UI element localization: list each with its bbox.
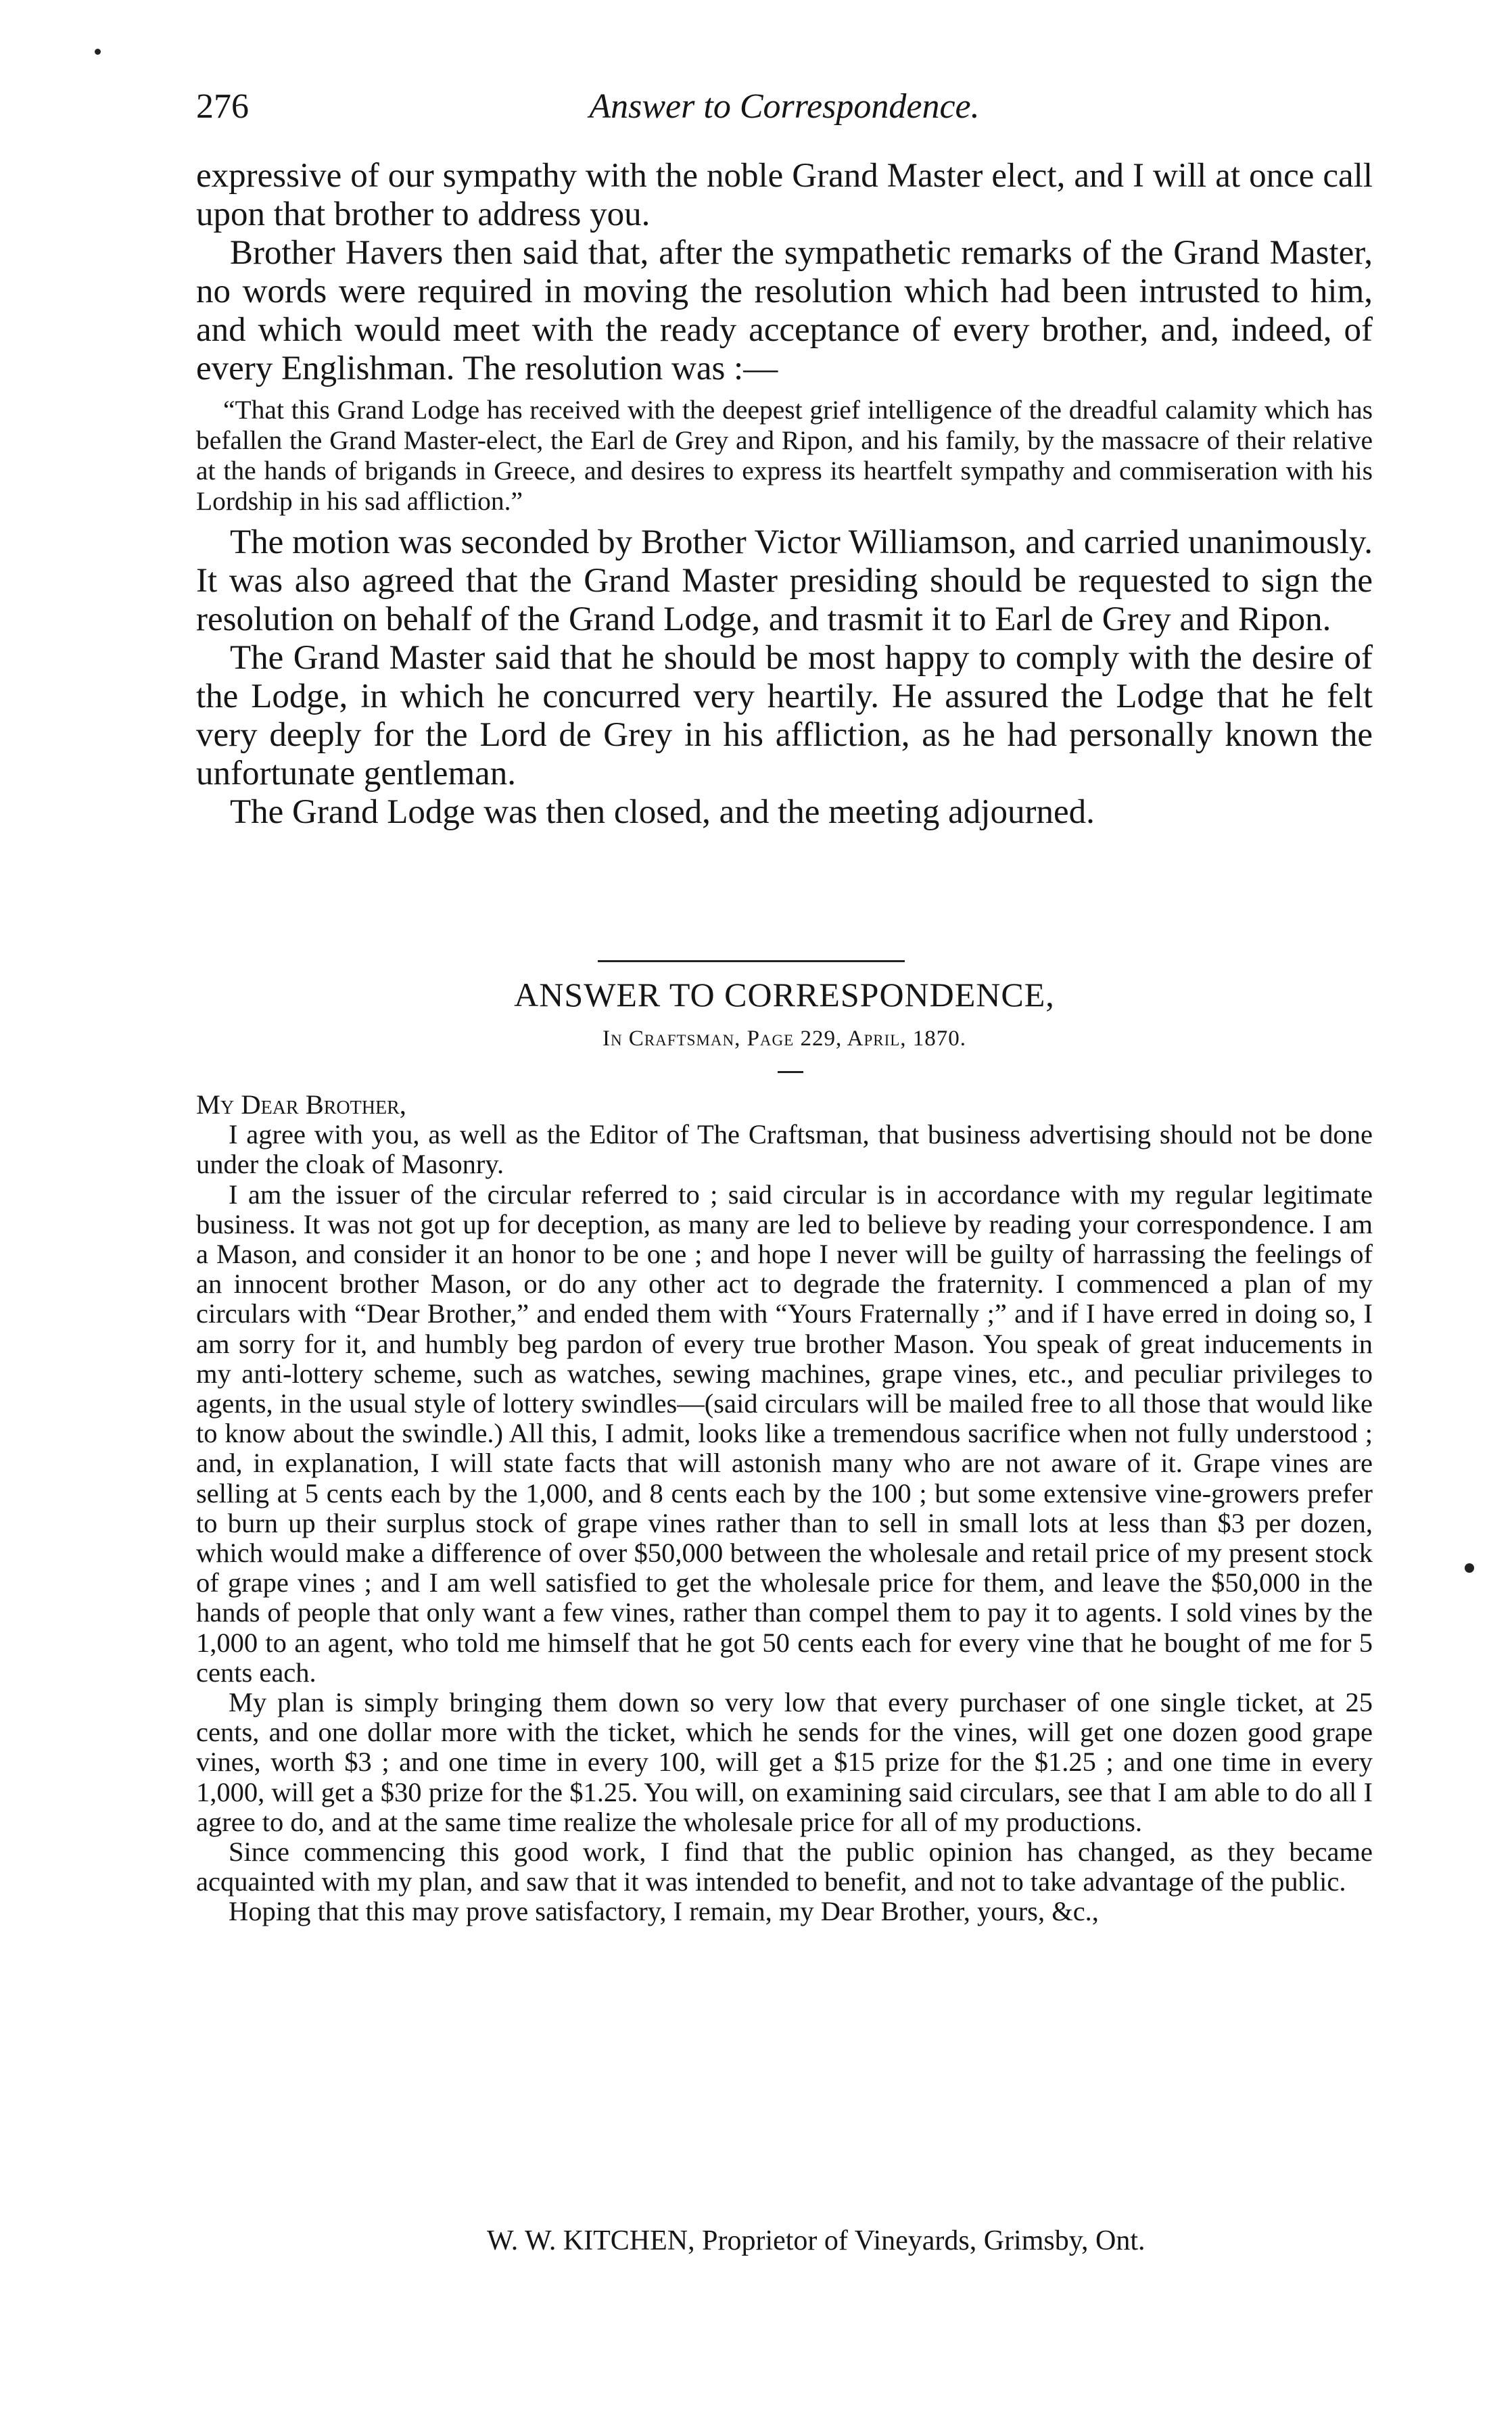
letter-paragraph: My plan is simply bringing them down so very low that every purchaser of one single ticket, at 25 cents, and one dollar more with the ticket, which he sends for the vines, will get one dozen good grape vines, worth $3 ; and one time in every 100, will get a $15 prize for the $1.25 ; and one time in every 1,000, will get a $30 prize for the $1.25. You will, on examining said circulars, see that I am able to do all I agree to do, and at the same time realize the wholesale price for all of my productions. bbox=[196, 1687, 1373, 1837]
letter-paragraph: Since commencing this good work, I find that the public opinion has changed, as they became acquainted with my plan, and saw that it was intended to benefit, and not to take advantage of the public. bbox=[196, 1836, 1373, 1897]
page-header bbox=[196, 87, 1373, 134]
subtitle-dash bbox=[778, 1071, 803, 1073]
section-title: ANSWER TO CORRESPONDENCE, bbox=[514, 976, 1055, 1014]
section-divider bbox=[598, 960, 905, 962]
body-paragraph: The motion was seconded by Brother Victor Williamson, and carried unanimously. It was also agreed that the Grand Master presiding should be requested to sign the resolution on behalf of the Grand Lodge, and trasmit it to Earl de Grey and Ripon. bbox=[196, 523, 1373, 638]
running-head: Answer to Correspondence. bbox=[589, 87, 980, 126]
resolution-quote: “That this Grand Lodge has received with the deepest grief intelligence of the dreadful calamity which has befallen the Grand Master-elect, the Earl de Grey and Ripon, and his family, by the massacre of their relative at the hands of brigands in Greece, and desires to express its heartfelt sympathy and commiseration with his Lordship in his sad affliction.” bbox=[196, 395, 1373, 516]
letter-salutation: My Dear Brother, bbox=[196, 1089, 406, 1120]
letter-signature: W. W. KITCHEN, Proprietor of Vineyards, Grimsby, Ont. bbox=[487, 2225, 1145, 2256]
body-paragraph: expressive of our sympathy with the noble Grand Master elect, and I will at once call upon that brother to address you. bbox=[196, 157, 1373, 233]
body-paragraph: The Grand Master said that he should be most happy to comply with the desire of the Lodge, in which he concurred very heartily. He assured the Lodge that he felt very deeply for the Lord de Grey in his affliction, as he had personally known the unfortunate gentleman. bbox=[196, 639, 1373, 792]
letter-paragraph: I am the issuer of the circular referred to ; said circular is in accordance with my regular legitimate business. It was not got up for deception, as many are led to believe by reading your correspondence. I am a Mason, and consider it an honor to be one ; and hope I never will be guilty of harrassing the feelings of an innocent brother Mason, or do any other act to degrade the fraternity. I commenced a plan of my circulars with “Dear Brother,” and ended them with “Yours Fraternally ;” and if I have erred in doing so, I am sorry for it, and humbly beg pardon of every true brother Mason. You speak of great inducements in my anti-lottery scheme, such as watches, sewing machines, grape vines, etc., and peculiar privileges to agents, in the usual style of lottery swindles—(said circulars will be mailed free to all those that would like to know about the swindle.) All this, I admit, looks like a tremendous sacrifice when not fully understood ; and, in explanation, I will state facts that will astonish many who are not aware of it. Grape vines are selling at 5 cents each by the 1,000, and 8 cents each by the 100 ; but some extensive vine-growers prefer to burn up their surplus stock of grape vines rather than to sell in small lots at less than $3 per dozen, which would make a difference of over $50,000 between the wholesale and retail price of my present stock of grape vines ; and I am well satisfied to get the wholesale price for them, and leave the $50,000 in the hands of people that only want a few vines, rather than compel them to pay it to agents. I sold vines by the 1,000 to an agent, who told me himself that he got 50 cents each for every vine that he bought of me for 5 cents each. bbox=[196, 1179, 1373, 1688]
page-number: 276 bbox=[196, 87, 249, 126]
body-paragraph: The Grand Lodge was then closed, and the meeting adjourned. bbox=[230, 793, 1095, 831]
body-paragraph: Brother Havers then said that, after the sympathetic remarks of the Grand Master, no words were required in moving the resolution which had been intrusted to him, and which would meet with the ready acceptance of every brother, and, indeed, of every Englishman. The resolution was :— bbox=[196, 234, 1373, 387]
margin-speck bbox=[95, 49, 101, 55]
letter-paragraph: I agree with you, as well as the Editor of The Craftsman, that business advertising should not be done under the cloak of Masonry. bbox=[196, 1119, 1373, 1180]
letter-text bbox=[196, 1090, 1373, 1927]
margin-speck bbox=[1465, 1563, 1474, 1573]
letter-closing: Hoping that this may prove satisfactory, I remain, my Dear Brother, yours, &c., bbox=[229, 1896, 1099, 1927]
body-text bbox=[196, 157, 1373, 832]
section-subtitle: In Craftsman, Page 229, April, 1870. bbox=[602, 1026, 967, 1051]
